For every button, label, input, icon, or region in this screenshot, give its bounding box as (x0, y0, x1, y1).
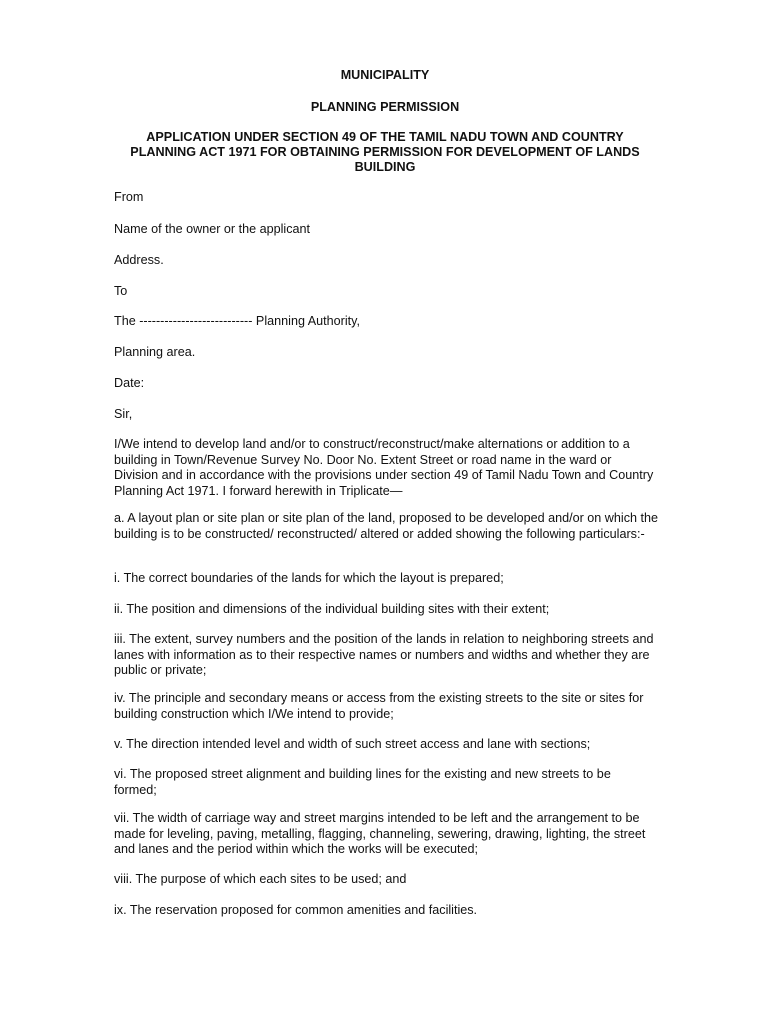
owner-name-label: Name of the owner or the applicant (114, 222, 311, 236)
intro-paragraph: I/We intend to develop land and/or to construct/reconstruct/make alternations or addition to a building in Town/Revenue Survey No. Door No. Extent Street or road name in the ward or Division and in accordance with the provisions under section 49 of Tamil Nadu Town and Country Planning Act 1971. I forward herewith in Triplicate— (114, 437, 654, 498)
item-ix: ix. The reservation proposed for common amenities and facilities. (114, 903, 478, 917)
title-municipality: MUNICIPALITY (340, 68, 430, 82)
item-iv: iv. The principle and secondary means or access from the existing streets to the site or sites for building construction which I/We intend to provide; (114, 691, 644, 721)
to-label: To (114, 284, 128, 298)
planning-area-label: Planning area. (114, 345, 196, 359)
address-label: Address. (114, 253, 164, 267)
item-i: i. The correct boundaries of the lands for which the layout is prepared; (114, 571, 504, 585)
item-iii: iii. The extent, survey numbers and the position of the lands in relation to neighboring streets and lanes with information as to their respective names or numbers and widths and whether they are public or private; (114, 632, 654, 677)
from-label: From (114, 190, 144, 204)
item-v: v. The direction intended level and width of such street access and lane with sections; (114, 737, 591, 751)
planning-authority-line: The --------------------------- Planning Authority, (114, 314, 361, 328)
item-vii: vii. The width of carriage way and street margins intended to be left and the arrangement to be made for leveling, paving, metalling, flagging, channeling, sewering, drawing, lighting, the street and lanes and the period within which the works will be executed; (114, 811, 646, 856)
title-application: APPLICATION UNDER SECTION 49 OF THE TAMIL NADU TOWN AND COUNTRY PLANNING ACT 1971 FOR OBTAINING PERMISSION FOR DEVELOPMENT OF LANDS BUILDING (130, 130, 640, 174)
salutation: Sir, (114, 407, 133, 421)
item-viii: viii. The purpose of which each sites to be used; and (114, 872, 407, 886)
item-a: a. A layout plan or site plan or site plan of the land, proposed to be developed and/or on which the building is to be constructed/ reconstructed/ altered or added showing the following particulars:- (114, 511, 659, 541)
date-label: Date: (114, 376, 145, 390)
item-ii: ii. The position and dimensions of the individual building sites with their extent; (114, 602, 550, 616)
item-vi: vi. The proposed street alignment and building lines for the existing and new streets to be formed; (114, 767, 611, 797)
title-planning-permission: PLANNING PERMISSION (310, 100, 460, 114)
